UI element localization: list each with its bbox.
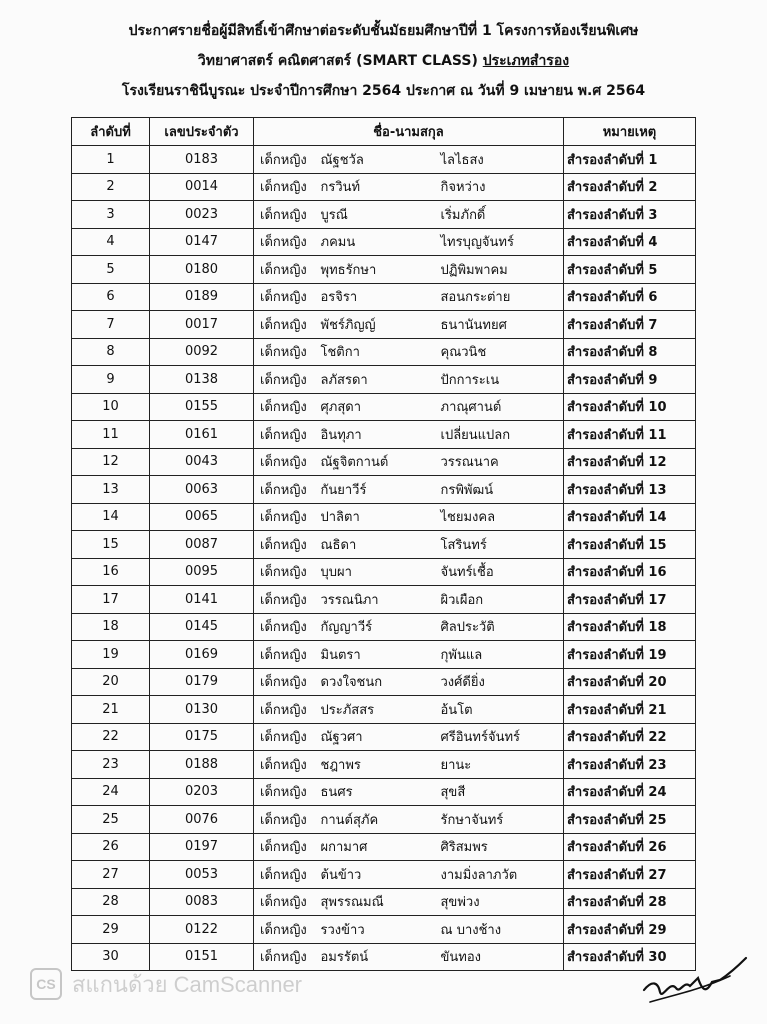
last-name: ศรีอินทร์จันทร์	[437, 723, 564, 751]
order-number: 16	[72, 558, 150, 586]
last-name: ปักการะเน	[437, 366, 564, 394]
first-name: วรรณนิภา	[319, 586, 437, 614]
last-name: เริ่มภักดิ์	[437, 201, 564, 229]
student-id: 0155	[150, 393, 254, 421]
name-prefix: เด็กหญิง	[254, 421, 319, 449]
order-number: 4	[72, 228, 150, 256]
remark: สำรองลำดับที่ 19	[564, 641, 696, 669]
last-name: ไลไธสง	[437, 146, 564, 174]
remark: สำรองลำดับที่ 2	[564, 173, 696, 201]
name-prefix: เด็กหญิง	[254, 448, 319, 476]
table-row	[72, 311, 696, 339]
name-prefix: เด็กหญิง	[254, 668, 319, 696]
table-row	[72, 256, 696, 284]
name-prefix: เด็กหญิง	[254, 888, 319, 916]
remark: สำรองลำดับที่ 22	[564, 723, 696, 751]
remark: สำรองลำดับที่ 28	[564, 888, 696, 916]
last-name: กรพิพัฒน์	[437, 476, 564, 504]
remark: สำรองลำดับที่ 1	[564, 146, 696, 174]
camscanner-logo-icon: CS	[30, 968, 62, 1000]
name-prefix: เด็กหญิง	[254, 503, 319, 531]
student-id: 0179	[150, 668, 254, 696]
student-id: 0188	[150, 751, 254, 779]
last-name: อ้นโต	[437, 696, 564, 724]
order-number: 29	[72, 916, 150, 944]
table-row	[72, 448, 696, 476]
name-prefix: เด็กหญิง	[254, 778, 319, 806]
name-prefix: เด็กหญิง	[254, 338, 319, 366]
order-number: 5	[72, 256, 150, 284]
name-prefix: เด็กหญิง	[254, 613, 319, 641]
table-row	[72, 173, 696, 201]
remark: สำรองลำดับที่ 14	[564, 503, 696, 531]
order-number: 20	[72, 668, 150, 696]
order-number: 19	[72, 641, 150, 669]
last-name: ธนานันทยศ	[437, 311, 564, 339]
first-name: ชฎาพร	[319, 751, 437, 779]
first-name: พัชร์ภิญญ์	[319, 311, 437, 339]
student-id: 0147	[150, 228, 254, 256]
camscanner-watermark	[30, 964, 302, 1004]
first-name: อินทุภา	[319, 421, 437, 449]
remark: สำรองลำดับที่ 18	[564, 613, 696, 641]
remark: สำรองลำดับที่ 17	[564, 586, 696, 614]
name-prefix: เด็กหญิง	[254, 393, 319, 421]
first-name: ปาลิตา	[319, 503, 437, 531]
remark: สำรองลำดับที่ 7	[564, 311, 696, 339]
first-name: มินตรา	[319, 641, 437, 669]
name-prefix: เด็กหญิง	[254, 256, 319, 284]
last-name: เปลี่ยนแปลก	[437, 421, 564, 449]
column-header-order: ลำดับที่	[72, 118, 150, 146]
order-number: 21	[72, 696, 150, 724]
order-number: 2	[72, 173, 150, 201]
first-name: บูรณี	[319, 201, 437, 229]
order-number: 10	[72, 393, 150, 421]
remark: สำรองลำดับที่ 25	[564, 806, 696, 834]
last-name: วงศ์ดียิ่ง	[437, 668, 564, 696]
order-number: 23	[72, 751, 150, 779]
last-name: ไทรบุญจันทร์	[437, 228, 564, 256]
order-number: 15	[72, 531, 150, 559]
first-name: ลภัสรดา	[319, 366, 437, 394]
student-id: 0076	[150, 806, 254, 834]
table-row	[72, 421, 696, 449]
name-prefix: เด็กหญิง	[254, 943, 319, 971]
last-name: ผิวเผือก	[437, 586, 564, 614]
student-id: 0130	[150, 696, 254, 724]
student-id: 0023	[150, 201, 254, 229]
name-prefix: เด็กหญิง	[254, 201, 319, 229]
student-id: 0017	[150, 311, 254, 339]
first-name: รวงข้าว	[319, 916, 437, 944]
first-name: บุบผา	[319, 558, 437, 586]
student-id: 0169	[150, 641, 254, 669]
remark: สำรองลำดับที่ 5	[564, 256, 696, 284]
last-name: รักษาจันทร์	[437, 806, 564, 834]
name-prefix: เด็กหญิง	[254, 146, 319, 174]
table-header-row	[72, 118, 696, 146]
table-row	[72, 366, 696, 394]
last-name: ปฏิพิมพาคม	[437, 256, 564, 284]
remark: สำรองลำดับที่ 29	[564, 916, 696, 944]
remark: สำรองลำดับที่ 26	[564, 833, 696, 861]
first-name: โชติกา	[319, 338, 437, 366]
table-row	[72, 531, 696, 559]
order-number: 28	[72, 888, 150, 916]
name-prefix: เด็กหญิง	[254, 916, 319, 944]
announcement-subtitle	[0, 50, 767, 72]
student-id: 0183	[150, 146, 254, 174]
first-name: ผกามาศ	[319, 833, 437, 861]
signature-icon	[640, 950, 750, 1010]
remark: สำรองลำดับที่ 12	[564, 448, 696, 476]
order-number: 24	[72, 778, 150, 806]
first-name: ประภัสสร	[319, 696, 437, 724]
student-id: 0065	[150, 503, 254, 531]
student-id: 0095	[150, 558, 254, 586]
remark: สำรองลำดับที่ 30	[564, 943, 696, 971]
column-header-id: เลขประจำตัว	[150, 118, 254, 146]
remark: สำรองลำดับที่ 15	[564, 531, 696, 559]
first-name: อมรรัตน์	[319, 943, 437, 971]
last-name: สุขสี	[437, 778, 564, 806]
student-id: 0083	[150, 888, 254, 916]
name-prefix: เด็กหญิง	[254, 558, 319, 586]
table-row	[72, 833, 696, 861]
remark: สำรองลำดับที่ 20	[564, 668, 696, 696]
table-row	[72, 806, 696, 834]
remark: สำรองลำดับที่ 9	[564, 366, 696, 394]
first-name: ณัฐวศา	[319, 723, 437, 751]
last-name: วรรณนาค	[437, 448, 564, 476]
order-number: 18	[72, 613, 150, 641]
name-prefix: เด็กหญิง	[254, 861, 319, 889]
order-number: 11	[72, 421, 150, 449]
order-number: 27	[72, 861, 150, 889]
school-date-line: โรงเรียนราชินีบูรณะ ประจำปีการศึกษา 2564 ประกาศ ณ วันที่ 9 เมษายน พ.ศ 2564	[121, 83, 646, 99]
student-id: 0053	[150, 861, 254, 889]
remark: สำรองลำดับที่ 8	[564, 338, 696, 366]
first-name: ต้นข้าว	[319, 861, 437, 889]
table-row	[72, 916, 696, 944]
first-name: ศุภสุดา	[319, 393, 437, 421]
table-row	[72, 696, 696, 724]
table-row	[72, 723, 696, 751]
remark: สำรองลำดับที่ 3	[564, 201, 696, 229]
first-name: กัญญาวีร์	[319, 613, 437, 641]
student-id: 0141	[150, 586, 254, 614]
remark: สำรองลำดับที่ 4	[564, 228, 696, 256]
student-id: 0203	[150, 778, 254, 806]
last-name: ศิริสมพร	[437, 833, 564, 861]
table-row	[72, 338, 696, 366]
table-row	[72, 393, 696, 421]
first-name: กานต์สุภัค	[319, 806, 437, 834]
student-id: 0189	[150, 283, 254, 311]
last-name: ขันทอง	[437, 943, 564, 971]
name-prefix: เด็กหญิง	[254, 696, 319, 724]
table-row	[72, 861, 696, 889]
column-header-note: หมายเหตุ	[564, 118, 696, 146]
student-id: 0092	[150, 338, 254, 366]
remark: สำรองลำดับที่ 13	[564, 476, 696, 504]
order-number: 6	[72, 283, 150, 311]
student-id: 0014	[150, 173, 254, 201]
student-id: 0175	[150, 723, 254, 751]
order-number: 7	[72, 311, 150, 339]
category-type: ประเภทสำรอง	[482, 53, 570, 69]
name-prefix: เด็กหญิง	[254, 366, 319, 394]
column-header-name: ชื่อ-นามสกุล	[254, 118, 564, 146]
student-id: 0197	[150, 833, 254, 861]
name-prefix: เด็กหญิง	[254, 833, 319, 861]
name-prefix: เด็กหญิง	[254, 806, 319, 834]
name-prefix: เด็กหญิง	[254, 283, 319, 311]
watermark-text: สแกนด้วย CamScanner	[72, 971, 303, 997]
name-prefix: เด็กหญิง	[254, 723, 319, 751]
table-row	[72, 228, 696, 256]
student-id: 0087	[150, 531, 254, 559]
first-name: ธนศร	[319, 778, 437, 806]
order-number: 22	[72, 723, 150, 751]
order-number: 8	[72, 338, 150, 366]
first-name: ภคมน	[319, 228, 437, 256]
table-row	[72, 476, 696, 504]
table-row	[72, 146, 696, 174]
student-id: 0151	[150, 943, 254, 971]
order-number: 17	[72, 586, 150, 614]
student-id: 0138	[150, 366, 254, 394]
first-name: ณัฐชวัล	[319, 146, 437, 174]
remark: สำรองลำดับที่ 16	[564, 558, 696, 586]
order-number: 14	[72, 503, 150, 531]
name-prefix: เด็กหญิง	[254, 228, 319, 256]
order-number: 1	[72, 146, 150, 174]
order-number: 26	[72, 833, 150, 861]
name-prefix: เด็กหญิง	[254, 751, 319, 779]
order-number: 3	[72, 201, 150, 229]
last-name: ไชยมงคล	[437, 503, 564, 531]
order-number: 12	[72, 448, 150, 476]
announcement-title: ประกาศรายชื่อผู้มีสิทธิ์เข้าศึกษาต่อระดับชั้นมัธยมศึกษาปีที่ 1 โครงการห้องเรียนพิเศษ	[128, 23, 639, 39]
table-row	[72, 751, 696, 779]
table-row	[72, 888, 696, 916]
last-name: สุขพ่วง	[437, 888, 564, 916]
last-name: ยานะ	[437, 751, 564, 779]
first-name: อรจิรา	[319, 283, 437, 311]
order-number: 9	[72, 366, 150, 394]
last-name: ณ บางช้าง	[437, 916, 564, 944]
student-id: 0145	[150, 613, 254, 641]
last-name: กุพันแล	[437, 641, 564, 669]
order-number: 30	[72, 943, 150, 971]
name-prefix: เด็กหญิง	[254, 311, 319, 339]
first-name: ณธิดา	[319, 531, 437, 559]
table-row	[72, 586, 696, 614]
table-row	[72, 503, 696, 531]
remark: สำรองลำดับที่ 23	[564, 751, 696, 779]
order-number: 25	[72, 806, 150, 834]
first-name: สุพรรณมณี	[319, 888, 437, 916]
student-id: 0180	[150, 256, 254, 284]
first-name: ดวงใจชนก	[319, 668, 437, 696]
name-prefix: เด็กหญิง	[254, 173, 319, 201]
order-number: 13	[72, 476, 150, 504]
table-row	[72, 668, 696, 696]
reserve-list-table	[71, 117, 696, 971]
name-prefix: เด็กหญิง	[254, 586, 319, 614]
program-name: วิทยาศาสตร์ คณิตศาสตร์ (SMART CLASS)	[197, 53, 483, 69]
last-name: ศิลประวัติ	[437, 613, 564, 641]
table-row	[72, 641, 696, 669]
table-row	[72, 558, 696, 586]
name-prefix: เด็กหญิง	[254, 476, 319, 504]
student-id: 0161	[150, 421, 254, 449]
name-prefix: เด็กหญิง	[254, 641, 319, 669]
last-name: โสรินทร์	[437, 531, 564, 559]
first-name: กันยาวีร์	[319, 476, 437, 504]
last-name: คุณวนิช	[437, 338, 564, 366]
student-id: 0122	[150, 916, 254, 944]
remark: สำรองลำดับที่ 11	[564, 421, 696, 449]
student-id: 0043	[150, 448, 254, 476]
name-prefix: เด็กหญิง	[254, 531, 319, 559]
student-id: 0063	[150, 476, 254, 504]
remark: สำรองลำดับที่ 24	[564, 778, 696, 806]
remark: สำรองลำดับที่ 21	[564, 696, 696, 724]
last-name: จันทร์เชื้อ	[437, 558, 564, 586]
first-name: ณัฐจิตกานต์	[319, 448, 437, 476]
first-name: พุทธรักษา	[319, 256, 437, 284]
last-name: สอนกระต่าย	[437, 283, 564, 311]
table-row	[72, 283, 696, 311]
last-name: ภาณุศานต์	[437, 393, 564, 421]
last-name: กิจหว่าง	[437, 173, 564, 201]
table-row	[72, 613, 696, 641]
table-row	[72, 201, 696, 229]
table-row	[72, 778, 696, 806]
last-name: งามมิ่งลาภวัต	[437, 861, 564, 889]
remark: สำรองลำดับที่ 10	[564, 393, 696, 421]
remark: สำรองลำดับที่ 6	[564, 283, 696, 311]
first-name: กรวินท์	[319, 173, 437, 201]
remark: สำรองลำดับที่ 27	[564, 861, 696, 889]
